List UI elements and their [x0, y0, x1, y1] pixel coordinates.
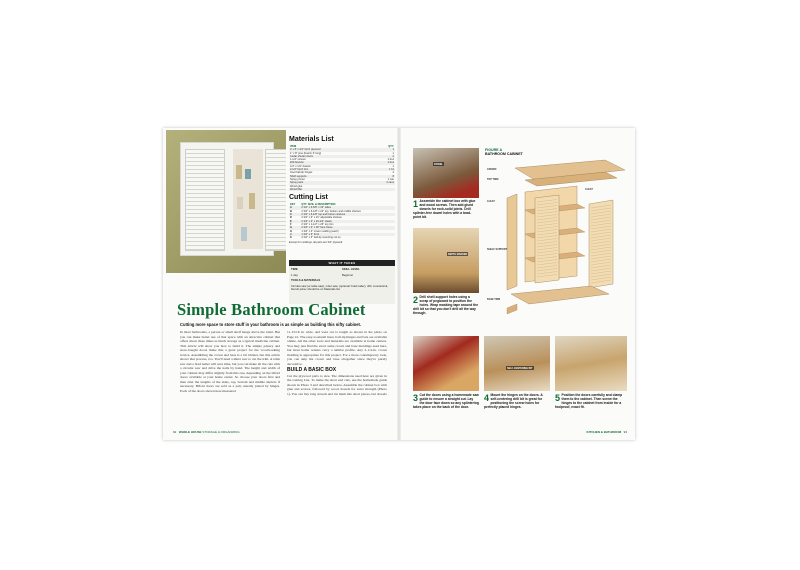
materials-item: Spray paint — [289, 181, 371, 184]
cutting-title: Cutting List — [289, 194, 328, 202]
article-title: Simple Bathroom Cabinet — [177, 300, 366, 319]
left-side-part — [507, 194, 517, 290]
step-3-photo — [413, 336, 479, 391]
step-3-caption — [413, 394, 479, 410]
left-page — [163, 128, 399, 440]
materials-item: Wood filler — [289, 188, 371, 191]
right-page-number: 93 — [623, 430, 627, 434]
cutting-desc: 2 3/4" x 1-1/2" x 26" top trim — [301, 222, 334, 226]
dowel-callout: DOWEL — [434, 162, 443, 166]
article-column-2-text-b: Cut the plywood parts to size. The dimensions used here are given in the Cutting List. To make the short end cuts, use the homemade guide shown in Photo 3 and described below. Assemble the cabinet box with glue and screws, followed by wood dowels for extra strength (Photo 1). You can buy long dowels and cut them into short pieces, but dowels — [287, 373, 387, 396]
part-label-shelf-support: SHELF SUPPORT — [487, 248, 508, 251]
cutting-note: Except for moldings, all parts are 3/4" plywood. — [289, 241, 343, 245]
right-door-part — [589, 200, 613, 288]
step-1-number: 1 — [413, 199, 419, 209]
figure-number: FIGURE A — [485, 148, 503, 152]
cutting-desc: 2 3/4" x 6-1/8" x 22" top, bottom and middle shelves — [301, 209, 361, 213]
right-folio — [587, 430, 627, 434]
cutting-desc: 2 3/4" x 6-5/8" x 32" sides — [300, 206, 395, 209]
part-label-cleat-1: CLEAT — [487, 200, 495, 203]
what-it-takes-box — [289, 260, 395, 304]
materials-title: Materials List — [289, 136, 334, 143]
step-4-text: Mount the hinges on the doors. A self-centering drill bit is great for positioning the screw holes for perfectly placed hinges. — [484, 393, 543, 409]
materials-qty: 1 — [371, 148, 395, 151]
right-page — [399, 128, 635, 440]
cutting-header-desc: QTY. SIZE, & DESCRIPTION — [301, 203, 336, 207]
figure-label — [485, 148, 523, 157]
materials-item: Shelf supports — [289, 175, 371, 178]
materials-item: 1-1/4" screws — [290, 158, 306, 162]
cabinet-photo — [166, 130, 286, 273]
time-value: 1 day — [291, 273, 298, 277]
skill-label: SKILL LEVEL — [342, 267, 360, 271]
base-trim-part — [511, 286, 609, 304]
materials-row — [289, 188, 395, 191]
materials-item: 1" x 8" pine (board, 6' long) — [290, 151, 322, 155]
cutting-key: K — [290, 236, 292, 240]
materials-qty: 1 bx — [371, 168, 395, 171]
left-folio — [173, 430, 240, 434]
materials-qty: 1 box — [387, 158, 394, 162]
step-1-text: Assemble the cabinet box with glue and wood screws. Then add glued dowels for rock-solid joints. Drill splinter-free dowel holes with a brad-point bit. — [413, 199, 476, 219]
materials-qty: 8 — [371, 175, 395, 178]
figure-caption: BATHROOM CABINET — [485, 152, 523, 157]
materials-item: Inset ball-tip hinges — [290, 171, 313, 175]
materials-item: Wood glue — [290, 184, 303, 188]
step-1-photo — [413, 148, 479, 198]
cutting-desc: 2 3/4" x 6-1/8" top and bottom shelves — [300, 213, 395, 216]
materials-qty: 2 cans — [371, 181, 395, 184]
cleat-part — [507, 304, 517, 314]
cutting-desc: 2 3/4" x 3" x 23-1/2" cleats — [300, 220, 395, 223]
materials-item: 2-1/2" birch trim — [289, 168, 371, 171]
time-label: TIME — [291, 267, 298, 271]
materials-qty: 1 — [392, 151, 394, 155]
tools-label: TOOLS & MATERIALS — [291, 278, 321, 282]
materials-qty: 1 can — [387, 177, 394, 181]
step-2-number: 2 — [413, 295, 419, 305]
step-3-number: 3 — [413, 393, 419, 403]
cutting-row — [289, 236, 395, 239]
materials-item: 1/4" x 1/4" dowels — [290, 164, 311, 168]
materials-qty: 4 — [392, 171, 394, 175]
step-2-photo — [413, 228, 479, 293]
materials-panel — [289, 136, 395, 254]
depth-marker-callout: DEPTH MARKER — [448, 252, 468, 256]
magazine-spread — [163, 128, 635, 440]
part-label-top-trim: TOP TRIM — [487, 178, 499, 181]
cutting-table — [289, 203, 395, 239]
skill-value: Beginner — [342, 273, 354, 277]
cutting-key: F — [290, 222, 292, 226]
cutting-key: D — [290, 216, 292, 220]
cutting-key: G — [289, 226, 300, 229]
materials-header-item: ITEM — [290, 145, 297, 148]
materials-qty — [371, 188, 395, 191]
materials-table — [289, 145, 395, 191]
self-centering-bit-callout: SELF-CENTERING BIT — [507, 366, 533, 370]
cutting-key: B — [290, 209, 292, 213]
step-2-text: Drill shelf-support holes using a scrap of pegboard to position the holes. Wrap masking tape around the drill bit so that you don't drill all the way through. — [413, 295, 479, 315]
cutting-key: H — [290, 229, 292, 233]
cutting-key: C — [289, 213, 300, 216]
cutting-key: J — [289, 233, 300, 236]
cutting-key: A — [289, 206, 300, 209]
step-5-photo — [555, 336, 627, 391]
left-door-part — [535, 195, 559, 283]
article-column-2 — [287, 330, 387, 428]
step-4-number: 4 — [484, 393, 490, 403]
materials-item: Spray primer — [290, 177, 305, 181]
article-subtitle: Cutting more space to store stuff in your bathroom is as simple as building this nifty cabinet. — [180, 322, 362, 327]
step-3-text: Cut the doors using a homemade saw guide to ensure a straight cut. Lay the door face down so any splintering takes place on the back of the door. — [413, 393, 479, 409]
left-section: WHOLE HOUSE — [178, 430, 202, 434]
materials-qty: 1 — [392, 164, 394, 168]
cutting-desc: 2 3/4" x 6" x 21" adjustable shelves — [301, 216, 342, 220]
left-louvered-door — [185, 149, 225, 251]
materials-item: Cedar shutter doors — [289, 155, 371, 158]
cutting-desc: 2 3/4" x 3" x 36" face frame — [300, 226, 395, 229]
right-louvered-door — [265, 149, 286, 251]
materials-item: #20 biscuits — [289, 161, 371, 164]
step-5-number: 5 — [555, 393, 561, 403]
materials-qty: 2 — [371, 155, 395, 158]
step-5-caption — [555, 394, 627, 410]
step-4-photo — [484, 336, 550, 391]
exploded-cabinet-diagram — [485, 158, 630, 323]
step-1-caption — [413, 200, 479, 220]
materials-header-qty: QTY. — [388, 145, 394, 148]
materials-qty: 1 box — [371, 161, 395, 164]
article-column-1 — [180, 330, 280, 428]
cutting-desc: 1 3/4" x 6" front — [300, 233, 395, 236]
part-label-crown: CROWN — [487, 168, 497, 171]
section-heading: BUILD A BASIC BOX — [287, 367, 337, 373]
left-subsection: STORAGE & ORGANIZING — [202, 430, 240, 434]
step-5-text: Position the doors carefully and clamp them to the cabinet. Then screw the hinges to the cabinet from inside for a foolproof, exact fit. — [555, 393, 623, 409]
part-label-base-trim: BASE TRIM — [487, 298, 501, 301]
tools-value: Circular saw (or table saw), miter saw, (optional: brad nailer), drill, countersink, biscuit joiner should be on Materials list. — [291, 283, 388, 292]
cabinet-illustration — [180, 142, 274, 256]
cutting-key: E — [289, 220, 300, 223]
article-column-1-text: In most bathrooms, a person or small shelf hangs above the toilet. But you can make better use of that space with an attractive cabinet that offers about three times as much storage as a typical medicine cabinet. This article will show you how to build it. The simple joinery and store-bought doors make this a great project for the woodworking novice. Assembling the crown and base is a bit trickier, but this article shows that process, too. You'll need a miter saw to cut the trim. A table saw and a brad nailer will save time, but you can make all the cuts with a circular saw and drive the nails by hand. The height and width of your cabinet may differ slightly from this one, depending on the bifold doors available at your home center. So choose your doors first and then alter the lengths of the sides, top, bottom and middle shelves if necessary. Bifold doors are sold as a pair, usually joined by hinges. Each of the doors shown here measured — [180, 330, 280, 393]
cutting-desc: 1 3/4" x 6" crown molding (each) — [301, 229, 339, 233]
left-page-number: 92 — [173, 430, 177, 434]
part-label-cleat-2: CLEAT — [585, 188, 593, 191]
materials-item: 4' x 8' x 3/4" birch plywood — [289, 148, 371, 151]
cabinet-shelves — [233, 149, 263, 249]
right-section: KITCHEN & BATHROOM — [586, 430, 622, 434]
step-4-caption — [484, 394, 550, 410]
cutting-desc: 2 3/4" x 6" ball-tip mounting cut so — [301, 236, 341, 240]
what-it-takes-bar: WHAT IT TAKES — [289, 260, 395, 266]
cutting-header-key: KEY — [290, 203, 296, 207]
article-column-2-text-a: 11-15/16 in. wide, and were cut to length as shown in the photo on Page 41. The easy-to-install inset, ball-tip hinges and bars are available online. All the other tools and materials are available at home centers. You may just find the exact same crown and base moldings used here, but most home centers carry a similar profile. Any 2-1/4-in. crown molding is appropriate for this project. For a more contemporary look, you can skip the crown and base altogether since they're purely decorative. — [287, 330, 387, 366]
step-2-caption — [413, 296, 479, 316]
